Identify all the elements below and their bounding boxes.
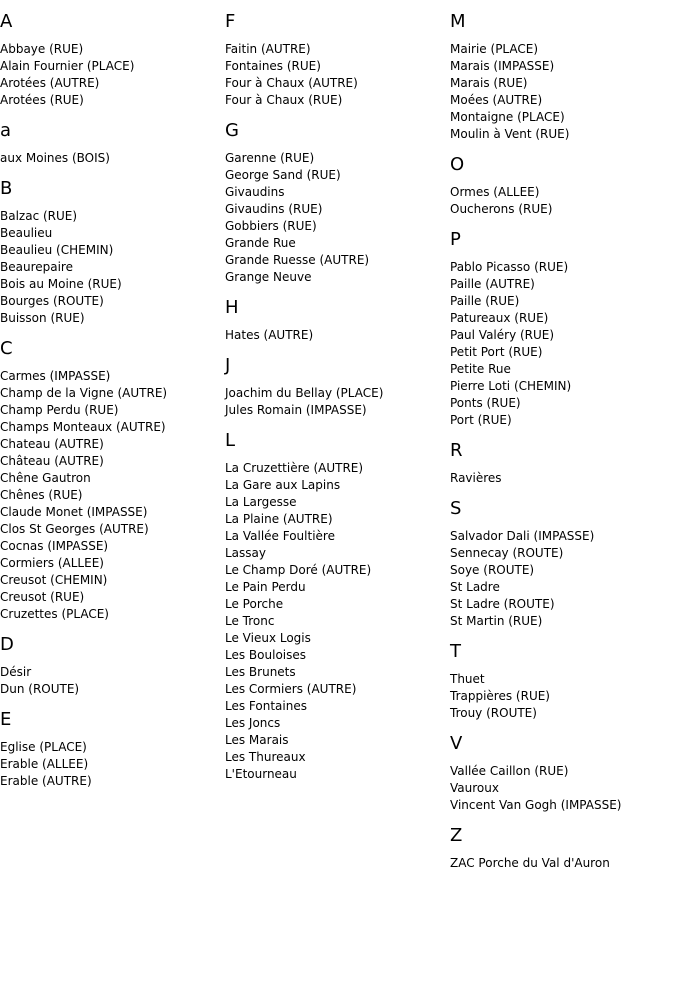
street-entry: Abbaye (RUE) [0, 42, 84, 56]
street-entry: Dun (ROUTE) [0, 682, 80, 696]
street-list [225, 385, 450, 419]
street-entry: Grange Neuve [225, 270, 312, 284]
street-entry: Creusot (RUE) [0, 590, 85, 604]
street-entry: Buisson (RUE) [0, 311, 85, 325]
letter-section [450, 498, 675, 630]
street-list [0, 739, 225, 790]
street-entry: Port (RUE) [450, 413, 512, 427]
section-letter-heading: T [450, 641, 461, 662]
street-entry: Marais (RUE) [450, 76, 528, 90]
street-entry: Claude Monet (IMPASSE) [0, 505, 148, 519]
street-entry: Grande Ruesse (AUTRE) [225, 253, 370, 267]
street-entry: ZAC Porche du Val d'Auron [450, 856, 610, 870]
letter-section [225, 11, 450, 109]
street-entry: Sennecay (ROUTE) [450, 546, 564, 560]
section-letter-heading: V [450, 733, 463, 754]
street-entry: Vincent Van Gogh (IMPASSE) [450, 798, 622, 812]
street-entry: Le Vieux Logis [225, 631, 311, 645]
street-entry: Les Thureaux [225, 750, 306, 764]
street-entry: Chêne Gautron [0, 471, 91, 485]
street-list [450, 470, 675, 487]
street-list [225, 41, 450, 109]
street-list [225, 327, 450, 344]
street-entry: Patureaux (RUE) [450, 311, 549, 325]
street-entry: aux Moines (BOIS) [0, 151, 110, 165]
street-entry: Cormiers (ALLEE) [0, 556, 104, 570]
street-entry: Les Cormiers (AUTRE) [225, 682, 357, 696]
letter-section [0, 709, 225, 790]
section-letter-heading: F [225, 11, 236, 32]
section-letter-heading: O [450, 154, 465, 175]
street-entry: Faitin (AUTRE) [225, 42, 311, 56]
street-entry: Arotées (AUTRE) [0, 76, 100, 90]
section-letter-heading: G [225, 120, 239, 141]
letter-section [225, 120, 450, 286]
letter-section [450, 229, 675, 429]
street-entry: Pablo Picasso (RUE) [450, 260, 569, 274]
street-entry: Balzac (RUE) [0, 209, 78, 223]
street-entry: Paille (AUTRE) [450, 277, 535, 291]
street-entry: Les Brunets [225, 665, 296, 679]
street-entry: Fontaines (RUE) [225, 59, 321, 73]
street-entry: Trappières (RUE) [450, 689, 550, 703]
street-entry: Marais (IMPASSE) [450, 59, 555, 73]
street-entry: L'Etourneau [225, 767, 297, 781]
street-entry: Carmes (IMPASSE) [0, 369, 111, 383]
street-entry: St Ladre [450, 580, 500, 594]
street-entry: Garenne (RUE) [225, 151, 315, 165]
street-entry: Montaigne (PLACE) [450, 110, 565, 124]
street-entry: Ravières [450, 471, 502, 485]
street-entry: Givaudins [225, 185, 285, 199]
street-entry: Salvador Dali (IMPASSE) [450, 529, 595, 543]
street-entry: Clos St Georges (AUTRE) [0, 522, 149, 536]
street-entry: Paul Valéry (RUE) [450, 328, 555, 342]
letter-section [225, 297, 450, 344]
street-entry: La Gare aux Lapins [225, 478, 341, 492]
street-entry: Alain Fournier (PLACE) [0, 59, 135, 73]
street-entry: Beaulieu [0, 226, 53, 240]
section-letter-heading: B [0, 178, 13, 199]
street-list [225, 150, 450, 286]
street-entry: Bourges (ROUTE) [0, 294, 104, 308]
street-entry: Oucherons (RUE) [450, 202, 553, 216]
section-letter-heading: M [450, 11, 466, 32]
street-entry: Petite Rue [450, 362, 511, 376]
street-entry: Chênes (RUE) [0, 488, 83, 502]
street-entry: Four à Chaux (RUE) [225, 93, 343, 107]
street-entry: La Cruzettière (AUTRE) [225, 461, 364, 475]
letter-section [225, 430, 450, 783]
section-letter-heading: L [225, 430, 236, 451]
street-list [0, 368, 225, 623]
street-entry: Ormes (ALLEE) [450, 185, 540, 199]
letter-section [0, 634, 225, 698]
street-entry: Four à Chaux (AUTRE) [225, 76, 358, 90]
street-entry: Eglise (PLACE) [0, 740, 87, 754]
letter-section [450, 11, 675, 143]
street-entry: Ponts (RUE) [450, 396, 521, 410]
street-list [0, 41, 225, 109]
letter-section [0, 11, 225, 109]
street-list [450, 259, 675, 429]
letter-section [0, 120, 225, 167]
street-entry: Vallée Caillon (RUE) [450, 764, 569, 778]
letter-section [450, 733, 675, 814]
street-entry: Le Tronc [225, 614, 275, 628]
street-entry: Beaulieu (CHEMIN) [0, 243, 114, 257]
street-entry: Les Bouloises [225, 648, 306, 662]
street-entry: Les Joncs [225, 716, 281, 730]
street-entry: Les Fontaines [225, 699, 307, 713]
street-list [450, 528, 675, 630]
street-entry: Joachim du Bellay (PLACE) [225, 386, 384, 400]
street-entry: La Vallée Foultière [225, 529, 335, 543]
letter-section [450, 825, 675, 872]
letter-section [450, 641, 675, 722]
street-entry: Beaurepaire [0, 260, 73, 274]
letter-section [0, 178, 225, 327]
street-entry: Jules Romain (IMPASSE) [225, 403, 367, 417]
street-entry: Champs Monteaux (AUTRE) [0, 420, 166, 434]
section-letter-heading: R [450, 440, 463, 461]
street-entry: La Largesse [225, 495, 297, 509]
street-entry: Givaudins (RUE) [225, 202, 323, 216]
street-entry: Paille (RUE) [450, 294, 520, 308]
street-entry: Erable (ALLEE) [0, 757, 89, 771]
street-entry: Champ de la Vigne (AUTRE) [0, 386, 168, 400]
section-letter-heading: J [225, 355, 231, 376]
street-entry: Thuet [450, 672, 485, 686]
street-entry: Château (AUTRE) [0, 454, 104, 468]
street-list [450, 763, 675, 814]
street-entry: George Sand (RUE) [225, 168, 341, 182]
street-entry: Trouy (ROUTE) [450, 706, 537, 720]
street-entry: Champ Perdu (RUE) [0, 403, 119, 417]
street-entry: Hates (AUTRE) [225, 328, 314, 342]
street-index-column-1 [0, 0, 225, 801]
street-entry: Mairie (PLACE) [450, 42, 539, 56]
letter-section [225, 355, 450, 419]
section-letter-heading: C [0, 338, 13, 359]
street-list [0, 150, 225, 167]
street-entry: St Ladre (ROUTE) [450, 597, 555, 611]
street-entry: Bois au Moine (RUE) [0, 277, 122, 291]
street-entry: Erable (AUTRE) [0, 774, 92, 788]
street-entry: Vauroux [450, 781, 499, 795]
street-index-column-3 [450, 0, 675, 883]
street-entry: Moulin à Vent (RUE) [450, 127, 570, 141]
street-entry: Petit Port (RUE) [450, 345, 543, 359]
street-list [225, 460, 450, 783]
section-letter-heading: D [0, 634, 14, 655]
letter-section [450, 154, 675, 218]
letter-section [450, 440, 675, 487]
street-list [450, 671, 675, 722]
section-letter-heading: P [450, 229, 461, 250]
street-entry: Moées (AUTRE) [450, 93, 543, 107]
street-entry: Désir [0, 665, 32, 679]
street-entry: Grande Rue [225, 236, 296, 250]
street-entry: Le Champ Doré (AUTRE) [225, 563, 372, 577]
street-entry: La Plaine (AUTRE) [225, 512, 333, 526]
street-entry: Cruzettes (PLACE) [0, 607, 109, 621]
section-letter-heading: a [0, 120, 12, 141]
street-entry: Les Marais [225, 733, 289, 747]
street-entry: St Martin (RUE) [450, 614, 543, 628]
street-entry: Gobbiers (RUE) [225, 219, 317, 233]
street-entry: Chateau (AUTRE) [0, 437, 104, 451]
street-list [450, 184, 675, 218]
section-letter-heading: E [0, 709, 12, 730]
street-index-column-2 [225, 0, 450, 794]
street-list [450, 41, 675, 143]
street-entry: Cocnas (IMPASSE) [0, 539, 109, 553]
section-letter-heading: H [225, 297, 239, 318]
street-list [450, 855, 675, 872]
street-entry: Creusot (CHEMIN) [0, 573, 108, 587]
letter-section [0, 338, 225, 623]
street-entry: Arotées (RUE) [0, 93, 84, 107]
street-entry: Le Porche [225, 597, 284, 611]
street-list [0, 208, 225, 327]
section-letter-heading: Z [450, 825, 463, 846]
section-letter-heading: S [450, 498, 462, 519]
street-entry: Soye (ROUTE) [450, 563, 535, 577]
section-letter-heading: A [0, 11, 13, 32]
street-list [0, 664, 225, 698]
street-entry: Pierre Loti (CHEMIN) [450, 379, 572, 393]
street-entry: Lassay [225, 546, 266, 560]
street-entry: Le Pain Perdu [225, 580, 306, 594]
